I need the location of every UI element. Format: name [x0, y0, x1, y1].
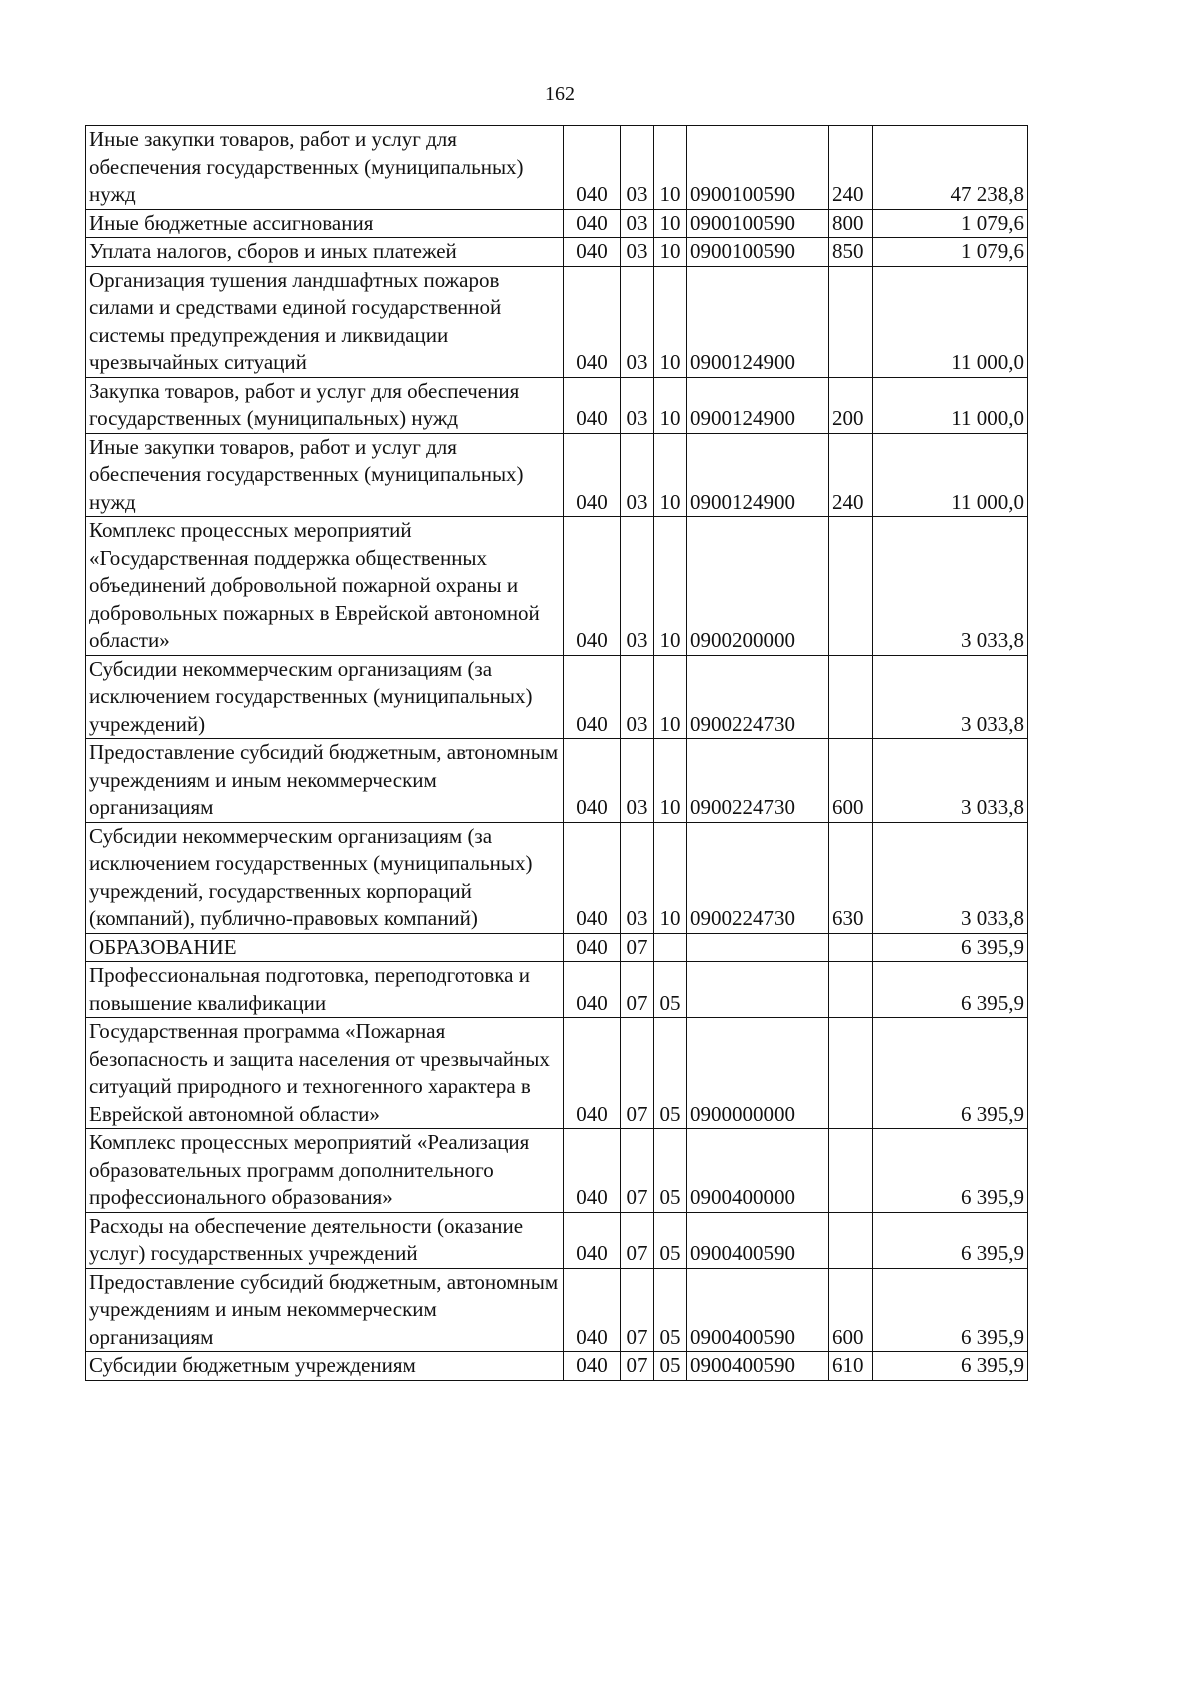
- expense-type-cell: [829, 1129, 873, 1213]
- table-row: [86, 238, 1028, 267]
- target-article-cell: 0900224730: [687, 822, 829, 933]
- subsection-code-cell: 05: [654, 1352, 687, 1381]
- sum-cell: 11 000,0: [873, 377, 1028, 433]
- section-code-cell: 07: [621, 962, 654, 1018]
- sum-cell: 6 395,9: [873, 1129, 1028, 1213]
- table-row: [86, 1352, 1028, 1381]
- subsection-code-cell: 10: [654, 266, 687, 377]
- subsection-code-cell: 10: [654, 739, 687, 823]
- target-article-cell: 0900000000: [687, 1018, 829, 1129]
- row-name-cell: Закупка товаров, работ и услуг для обеспечения государственных (муниципальных) нужд: [86, 377, 564, 433]
- target-article-cell: 0900100590: [687, 209, 829, 238]
- table-row: [86, 1268, 1028, 1352]
- target-article-cell: 0900100590: [687, 126, 829, 210]
- row-name-cell: Уплата налогов, сборов и иных платежей: [86, 238, 564, 267]
- table-row: [86, 1212, 1028, 1268]
- table-row: [86, 266, 1028, 377]
- section-code-cell: 07: [621, 1268, 654, 1352]
- ministry-code-cell: 040: [564, 1212, 621, 1268]
- subsection-code-cell: 05: [654, 1129, 687, 1213]
- section-code-cell: 07: [621, 1212, 654, 1268]
- section-code-cell: 03: [621, 739, 654, 823]
- row-name-cell: Субсидии бюджетным учреждениям: [86, 1352, 564, 1381]
- subsection-code-cell: 05: [654, 1018, 687, 1129]
- row-name-cell: Предоставление субсидий бюджетным, автономным учреждениям и иным некоммерческим организациям: [86, 1268, 564, 1352]
- subsection-code-cell: [654, 933, 687, 962]
- row-name-cell: Иные бюджетные ассигнования: [86, 209, 564, 238]
- expense-type-cell: 600: [829, 1268, 873, 1352]
- section-code-cell: 03: [621, 209, 654, 238]
- expense-type-cell: 200: [829, 377, 873, 433]
- table-row: [86, 1018, 1028, 1129]
- row-name-cell: Субсидии некоммерческим организациям (за исключением государственных (муниципальных) учреждений): [86, 655, 564, 739]
- sum-cell: 11 000,0: [873, 433, 1028, 517]
- subsection-code-cell: 05: [654, 1268, 687, 1352]
- subsection-code-cell: 05: [654, 962, 687, 1018]
- table-row: [86, 433, 1028, 517]
- sum-cell: 6 395,9: [873, 1352, 1028, 1381]
- expense-type-cell: 240: [829, 126, 873, 210]
- section-code-cell: 07: [621, 933, 654, 962]
- target-article-cell: 0900224730: [687, 739, 829, 823]
- ministry-code-cell: 040: [564, 962, 621, 1018]
- target-article-cell: [687, 962, 829, 1018]
- section-code-cell: 07: [621, 1129, 654, 1213]
- expense-type-cell: [829, 517, 873, 656]
- section-code-cell: 03: [621, 822, 654, 933]
- table-row: [86, 739, 1028, 823]
- ministry-code-cell: 040: [564, 655, 621, 739]
- expense-type-cell: [829, 1212, 873, 1268]
- section-code-cell: 03: [621, 433, 654, 517]
- subsection-code-cell: 10: [654, 377, 687, 433]
- sum-cell: 6 395,9: [873, 1268, 1028, 1352]
- ministry-code-cell: 040: [564, 517, 621, 656]
- subsection-code-cell: 10: [654, 209, 687, 238]
- ministry-code-cell: 040: [564, 1352, 621, 1381]
- target-article-cell: 0900124900: [687, 433, 829, 517]
- row-name-cell: Расходы на обеспечение деятельности (оказание услуг) государственных учреждений: [86, 1212, 564, 1268]
- target-article-cell: 0900400000: [687, 1129, 829, 1213]
- expense-type-cell: [829, 1018, 873, 1129]
- row-name-cell: Иные закупки товаров, работ и услуг для обеспечения государственных (муниципальных) нужд: [86, 433, 564, 517]
- ministry-code-cell: 040: [564, 1268, 621, 1352]
- target-article-cell: 0900200000: [687, 517, 829, 656]
- row-name-cell: Комплекс процессных мероприятий «Реализация образовательных программ дополнительного профессионального образования»: [86, 1129, 564, 1213]
- ministry-code-cell: 040: [564, 739, 621, 823]
- subsection-code-cell: 10: [654, 822, 687, 933]
- table-row: [86, 126, 1028, 210]
- sum-cell: 3 033,8: [873, 517, 1028, 656]
- section-code-cell: 03: [621, 517, 654, 656]
- subsection-code-cell: 10: [654, 655, 687, 739]
- expense-type-cell: [829, 933, 873, 962]
- table-row: [86, 517, 1028, 656]
- ministry-code-cell: 040: [564, 238, 621, 267]
- ministry-code-cell: 040: [564, 266, 621, 377]
- target-article-cell: 0900400590: [687, 1212, 829, 1268]
- ministry-code-cell: 040: [564, 209, 621, 238]
- ministry-code-cell: 040: [564, 126, 621, 210]
- target-article-cell: 0900100590: [687, 238, 829, 267]
- subsection-code-cell: 10: [654, 433, 687, 517]
- target-article-cell: 0900124900: [687, 266, 829, 377]
- target-article-cell: 0900400590: [687, 1352, 829, 1381]
- sum-cell: 3 033,8: [873, 822, 1028, 933]
- target-article-cell: 0900124900: [687, 377, 829, 433]
- table-row: [86, 962, 1028, 1018]
- target-article-cell: 0900400590: [687, 1268, 829, 1352]
- ministry-code-cell: 040: [564, 433, 621, 517]
- row-name-cell: Профессиональная подготовка, переподготовка и повышение квалификации: [86, 962, 564, 1018]
- subsection-code-cell: 05: [654, 1212, 687, 1268]
- sum-cell: 6 395,9: [873, 1212, 1028, 1268]
- expense-type-cell: [829, 962, 873, 1018]
- row-name-cell: Иные закупки товаров, работ и услуг для обеспечения государственных (муниципальных) нужд: [86, 126, 564, 210]
- table-row: [86, 822, 1028, 933]
- expense-type-cell: 610: [829, 1352, 873, 1381]
- sum-cell: 1 079,6: [873, 238, 1028, 267]
- section-code-cell: 03: [621, 266, 654, 377]
- expense-type-cell: 800: [829, 209, 873, 238]
- ministry-code-cell: 040: [564, 377, 621, 433]
- row-name-cell: Комплекс процессных мероприятий «Государственная поддержка общественных объединений добровольной пожарной охраны и добровольных пожарных в Еврейской автономной области»: [86, 517, 564, 656]
- section-code-cell: 03: [621, 126, 654, 210]
- row-name-cell: Предоставление субсидий бюджетным, автономным учреждениям и иным некоммерческим организациям: [86, 739, 564, 823]
- ministry-code-cell: 040: [564, 822, 621, 933]
- section-code-cell: 07: [621, 1352, 654, 1381]
- table-row: [86, 377, 1028, 433]
- expense-type-cell: [829, 655, 873, 739]
- table-row: [86, 655, 1028, 739]
- row-name-cell: Организация тушения ландшафтных пожаров силами и средствами единой государственной системы предупреждения и ликвидации чрезвычайных ситуаций: [86, 266, 564, 377]
- sum-cell: 6 395,9: [873, 962, 1028, 1018]
- ministry-code-cell: 040: [564, 1129, 621, 1213]
- section-code-cell: 03: [621, 238, 654, 267]
- section-code-cell: 03: [621, 377, 654, 433]
- budget-table-body: [86, 126, 1028, 1381]
- table-row: [86, 209, 1028, 238]
- sum-cell: 6 395,9: [873, 1018, 1028, 1129]
- page-number: 162: [545, 83, 575, 105]
- ministry-code-cell: 040: [564, 1018, 621, 1129]
- table-row: [86, 1129, 1028, 1213]
- sum-cell: 11 000,0: [873, 266, 1028, 377]
- subsection-code-cell: 10: [654, 517, 687, 656]
- ministry-code-cell: 040: [564, 933, 621, 962]
- section-code-cell: 07: [621, 1018, 654, 1129]
- target-article-cell: [687, 933, 829, 962]
- sum-cell: 6 395,9: [873, 933, 1028, 962]
- row-name-cell: Государственная программа «Пожарная безопасность и защита населения от чрезвычайных ситуаций природного и техногенного характера в Еврейской автономной области»: [86, 1018, 564, 1129]
- table-row: [86, 933, 1028, 962]
- sum-cell: 3 033,8: [873, 655, 1028, 739]
- expense-type-cell: 630: [829, 822, 873, 933]
- subsection-code-cell: 10: [654, 126, 687, 210]
- expense-type-cell: 240: [829, 433, 873, 517]
- target-article-cell: 0900224730: [687, 655, 829, 739]
- expense-type-cell: 850: [829, 238, 873, 267]
- sum-cell: 47 238,8: [873, 126, 1028, 210]
- sum-cell: 1 079,6: [873, 209, 1028, 238]
- expense-type-cell: [829, 266, 873, 377]
- row-name-cell: ОБРАЗОВАНИЕ: [86, 933, 564, 962]
- subsection-code-cell: 10: [654, 238, 687, 267]
- expense-type-cell: 600: [829, 739, 873, 823]
- row-name-cell: Субсидии некоммерческим организациям (за исключением государственных (муниципальных) учреждений, государственных корпораций (компаний), публично-правовых компаний): [86, 822, 564, 933]
- section-code-cell: 03: [621, 655, 654, 739]
- sum-cell: 3 033,8: [873, 739, 1028, 823]
- budget-table: [85, 125, 1028, 1381]
